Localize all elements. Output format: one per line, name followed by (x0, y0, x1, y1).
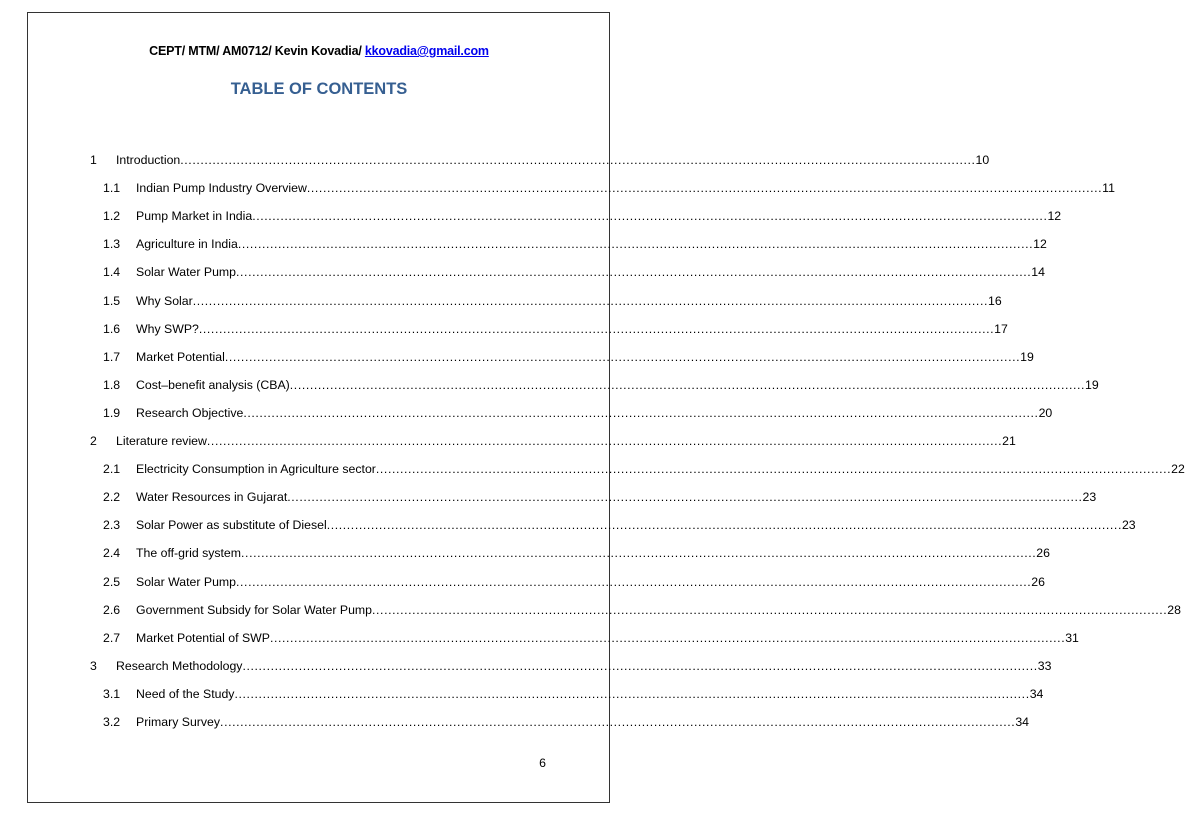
toc-entry-text: Solar Water Pump (136, 574, 237, 589)
dot-leader: ...................................................................................................................................................................................................... (241, 546, 1037, 561)
toc-entry-page: 21 (1002, 434, 1016, 448)
toc-entry[interactable] (0, 291, 1002, 311)
toc-entry-number: 1.1 (103, 181, 121, 196)
toc-entry-number: 1.3 (103, 237, 121, 252)
toc-entry-page: 14 (1031, 265, 1045, 280)
toc-entry-page: 10 (975, 153, 990, 167)
toc-entry[interactable] (0, 628, 1079, 648)
toc-entry-text: Why Solar (136, 293, 193, 308)
toc-entry[interactable] (0, 572, 1045, 592)
dot-leader: ...................................................................................................................................................................................................... (192, 293, 988, 308)
toc-entry[interactable] (0, 684, 1044, 704)
toc-entry-number: 1.7 (103, 349, 121, 364)
toc-entry-page: 26 (1036, 546, 1050, 561)
toc-entry-number: 2.2 (103, 490, 121, 505)
toc-entry[interactable] (0, 234, 1047, 254)
dot-leader: ...................................................................................................................................................................................................... (372, 602, 1168, 617)
dot-leader: ...................................................................................................................................................................................................... (236, 265, 1032, 280)
page-number: 6 (539, 756, 546, 770)
toc-entry[interactable] (0, 262, 1045, 282)
toc-entry-text: Need of the Study (136, 686, 235, 701)
dot-leader: ...................................................................................................................................................................................................... (237, 237, 1034, 252)
dot-leader: ...................................................................................................................................................................................................... (242, 658, 1038, 673)
toc-entry-text: Government Subsidy for Solar Water Pump (136, 602, 373, 617)
toc-entry-text: Solar Power as substitute of Diesel (136, 518, 327, 533)
toc-entry[interactable] (0, 656, 1052, 676)
toc-entry-number: 1 (90, 153, 97, 167)
toc-entry-page: 22 (1171, 462, 1185, 477)
dot-leader: ...................................................................................................................................................................................................... (243, 405, 1039, 420)
toc-entry-text: Research Objective (136, 405, 244, 420)
toc-entry-text: Cost–benefit analysis (CBA) (136, 377, 290, 392)
dot-leader: ...................................................................................................................................................................................................... (289, 377, 1086, 392)
toc-entry-page: 23 (1082, 490, 1097, 505)
toc-entry[interactable] (0, 600, 1181, 620)
toc-entry-number: 2.6 (103, 602, 121, 617)
toc-entry-text: Literature review (116, 434, 207, 448)
toc-entry-page: 16 (987, 293, 1002, 308)
toc-entry-page: 20 (1038, 405, 1053, 420)
toc-entry[interactable] (0, 515, 1136, 535)
toc-entry[interactable] (0, 403, 1053, 423)
toc-entry-page: 12 (1047, 209, 1062, 224)
toc-entry-number: 2 (90, 434, 97, 448)
toc-entry-page: 12 (1033, 237, 1047, 252)
toc-entry-number: 3.1 (103, 686, 121, 701)
toc-entry-page: 17 (994, 321, 1008, 336)
toc-entry-text: Market Potential of SWP (136, 630, 270, 645)
dot-leader: ...................................................................................................................................................................................................... (236, 574, 1032, 589)
toc-entry[interactable] (0, 319, 1008, 339)
toc-entry-number: 1.8 (103, 377, 121, 392)
toc-title: TABLE OF CONTENTS (230, 80, 408, 98)
toc-entry[interactable] (0, 347, 1034, 367)
toc-entry-text: Primary Survey (136, 715, 221, 729)
toc-entry[interactable] (0, 375, 1099, 395)
toc-entry-page: 19 (1085, 377, 1099, 392)
dot-leader: ...................................................................................................................................................................................................... (287, 490, 1083, 505)
toc-entry-text: Research Methodology (116, 658, 243, 673)
dot-leader: ...................................................................................................................................................................................................... (269, 630, 1066, 645)
toc-entry-page: 31 (1065, 630, 1079, 645)
dot-leader: ...................................................................................................................................................................................................... (252, 209, 1048, 224)
toc-entry-page: 19 (1020, 349, 1034, 364)
toc-entry-text: Market Potential (136, 349, 225, 364)
toc-entry-text: Electricity Consumption in Agriculture sector (136, 462, 376, 477)
toc-entry[interactable] (0, 712, 1029, 732)
toc-entry-text: Introduction (116, 153, 181, 167)
toc-entry[interactable] (0, 206, 1062, 226)
toc-entry-number: 1.6 (103, 321, 121, 336)
toc-entry-text: Water Resources in Gujarat (136, 490, 288, 505)
toc-entry-text: The off-grid system (136, 546, 242, 561)
toc-entry-number: 1.9 (103, 405, 121, 420)
toc-entry-number: 2.1 (103, 462, 121, 477)
dot-leader: ...................................................................................................................................................................................................... (206, 434, 1003, 448)
toc-entry-number: 3.2 (103, 715, 121, 729)
toc-entry-number: 2.3 (103, 518, 121, 533)
dot-leader: ...................................................................................................................................................................................................... (326, 518, 1122, 533)
toc-entry[interactable] (0, 459, 1185, 479)
page-header (0, 44, 638, 58)
dot-leader: ...................................................................................................................................................................................................... (220, 715, 1016, 729)
toc-entry-number: 1.2 (103, 209, 121, 224)
toc-entry-page: 28 (1167, 602, 1181, 617)
toc-entry-page: 33 (1037, 658, 1052, 673)
toc-entry[interactable] (0, 150, 990, 170)
toc-entry-text: Indian Pump Industry Overview (136, 181, 307, 196)
header-text: CEPT/ MTM/ AM0712/ Kevin Kovadia/ (149, 44, 365, 58)
toc-entry[interactable] (0, 487, 1097, 507)
dot-leader: ...................................................................................................................................................................................................... (375, 462, 1172, 477)
email-link[interactable]: kkovadia@gmail.com (364, 44, 489, 58)
toc-entry[interactable] (0, 178, 1115, 198)
toc-entry-text: Why SWP? (136, 321, 199, 336)
toc-entry-number: 2.7 (103, 630, 121, 645)
toc-entry-page: 34 (1015, 715, 1029, 729)
toc-entry-number: 2.4 (103, 546, 121, 561)
toc-entry-number: 3 (90, 658, 97, 673)
toc-entry-page: 26 (1031, 574, 1045, 589)
toc-entry-text: Agriculture in India (136, 237, 238, 252)
dot-leader: ...................................................................................................................................................................................................... (198, 321, 995, 336)
toc-entry-page: 34 (1029, 686, 1044, 701)
dot-leader: ...................................................................................................................................................................................................... (180, 153, 976, 167)
toc-entry-number: 1.4 (103, 265, 121, 280)
toc-entry-page: 11 (1102, 181, 1115, 196)
toc-entry-text: Solar Water Pump (136, 265, 237, 280)
dot-leader: ...................................................................................................................................................................................................... (224, 349, 1021, 364)
toc-entry-number: 1.5 (103, 293, 121, 308)
toc-entry[interactable] (0, 543, 1050, 563)
toc-entry[interactable] (0, 431, 1016, 451)
toc-entry-page: 23 (1121, 518, 1136, 533)
toc-entry-number: 2.5 (103, 574, 121, 589)
dot-leader: ...................................................................................................................................................................................................... (306, 181, 1103, 196)
dot-leader: ...................................................................................................................................................................................................... (234, 686, 1030, 701)
toc-entry-text: Pump Market in India (136, 209, 253, 224)
